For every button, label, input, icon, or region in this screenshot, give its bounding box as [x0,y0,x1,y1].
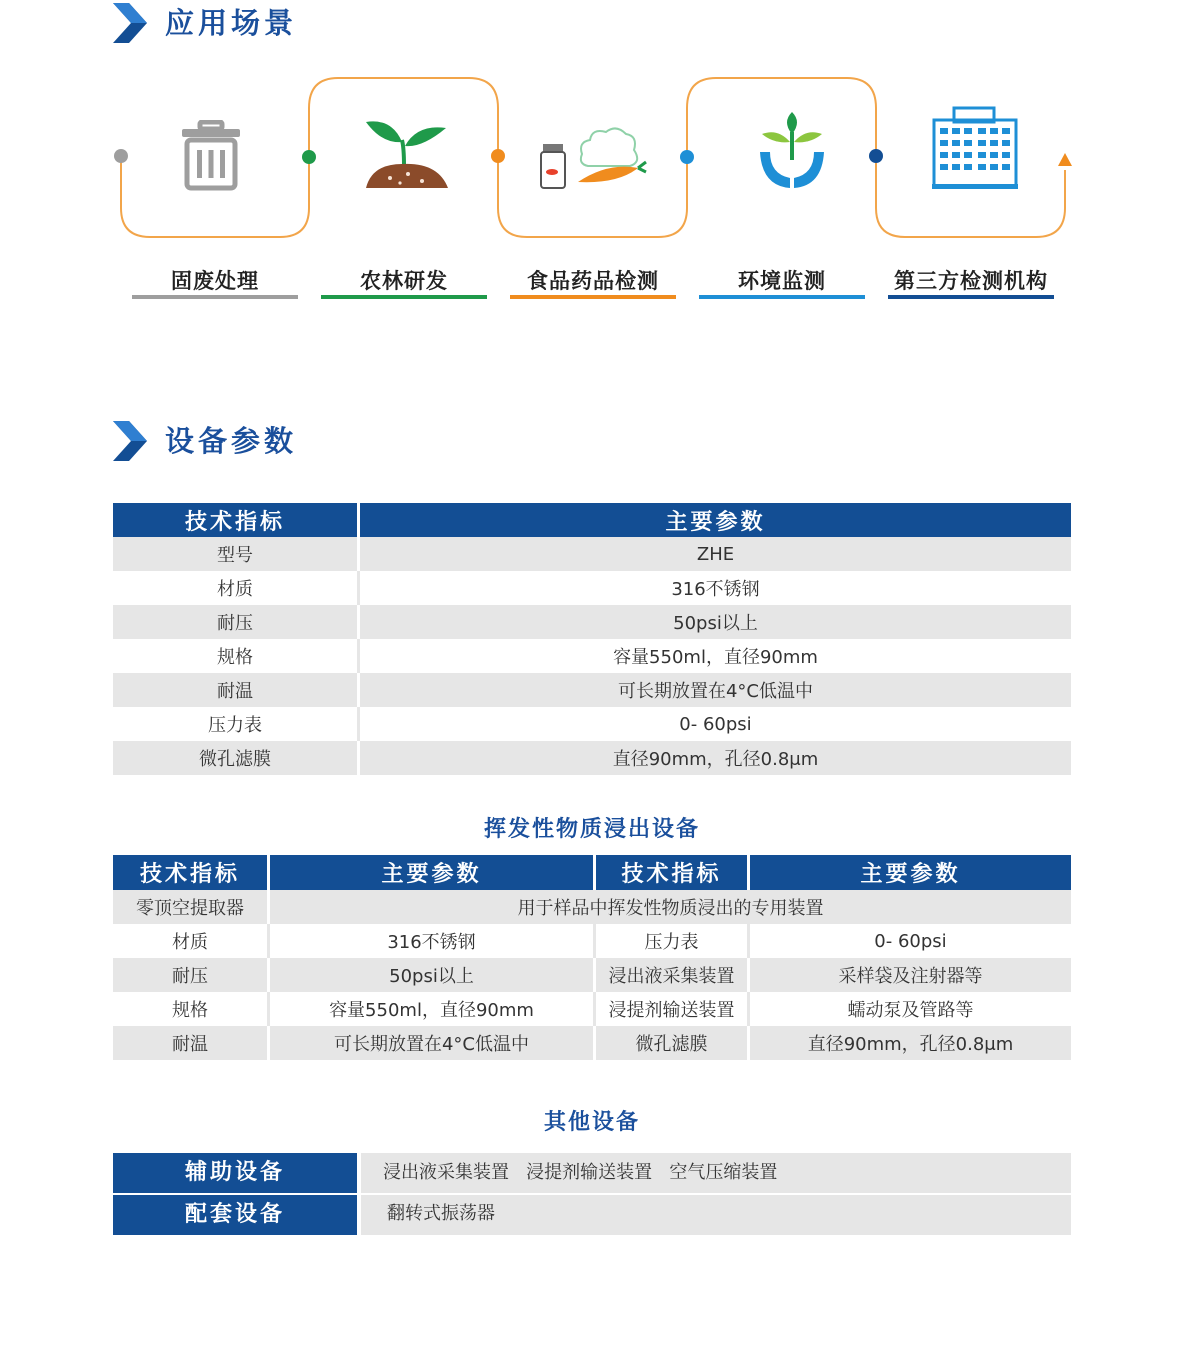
cell-value: 50psi以上 [267,958,593,992]
trash-bin-icon [180,120,242,192]
chevron-right-icon [113,3,147,43]
cell-value: 直径90mm，孔径0.8μm [747,1026,1071,1060]
cell-value: 蠕动泵及管路等 [747,992,1071,1026]
flow-dot-blue [680,150,694,164]
table-header-param: 主要参数 [267,855,593,890]
cell-key: 耐温 [113,1026,267,1060]
flow-dot-navy [869,149,883,163]
volatile-params-table [113,855,1071,1060]
table-header-indicator: 技术指标 [113,503,357,537]
scenario-label-solid-waste: 固废处理 [171,269,259,293]
cell-key: 规格 [113,639,357,673]
cell-value: 0- 60psi [747,924,1071,958]
plant-soil-icon [362,118,452,190]
cell-key: 微孔滤膜 [113,741,357,775]
cell-value: 采样袋及注射器等 [747,958,1071,992]
scenario-underline [699,295,865,299]
scenario-underline [321,295,487,299]
cell-value: 0- 60psi [357,707,1071,741]
cell-key: 零顶空提取器 [113,890,267,924]
cell-value: 用于样品中挥发性物质浸出的专用装置 [267,890,1071,924]
table-row [113,707,1071,741]
cell-value: 容量550ml，直径90mm [357,639,1071,673]
scenario-label-food-drug: 食品药品检测 [527,269,659,293]
table-header-param: 主要参数 [357,503,1071,537]
cell-key: 材质 [113,924,267,958]
cell-key: 压力表 [113,707,357,741]
table-row [113,1026,1071,1060]
scenario-label-agriculture: 农林研发 [360,269,448,293]
other-value-auxiliary: 浸出液采集装置 浸提剂输送装置 空气压缩装置 [361,1153,1071,1193]
cell-key: 耐温 [113,673,357,707]
table2-title: 挥发性物质浸出设备 [483,817,700,842]
section-title: 设备参数 [165,424,298,458]
other-label-auxiliary: 辅助设备 [113,1153,357,1193]
flow-dot-orange [491,149,505,163]
table-row [113,958,1071,992]
cell-key: 材质 [113,571,357,605]
section-title: 应用场景 [165,6,298,40]
other-label-supporting: 配套设备 [113,1195,357,1235]
cell-value: 可长期放置在4°C低温中 [357,673,1071,707]
cell-key: 浸出液采集装置 [593,958,747,992]
cell-key: 耐压 [113,605,357,639]
params-table [113,503,1071,775]
cell-value: 可长期放置在4°C低温中 [267,1026,593,1060]
scenario-label-environment: 环境监测 [738,269,826,293]
scenario-label-third-party: 第三方检测机构 [894,269,1048,293]
table-header-indicator: 技术指标 [113,855,267,890]
table-row [113,537,1071,571]
medicine-carrot-icon [538,122,648,192]
cell-value: 316不锈钢 [267,924,593,958]
table-header-param: 主要参数 [747,855,1071,890]
cell-value: 50psi以上 [357,605,1071,639]
table-row [113,571,1071,605]
table-row [113,924,1071,958]
scenario-underline [510,295,676,299]
flow-dot-green [302,150,316,164]
cell-value: 直径90mm，孔径0.8μm [357,741,1071,775]
hands-sprout-icon [756,112,828,192]
table-row [113,890,1071,924]
cell-value: 316不锈钢 [357,571,1071,605]
other-title: 其他设备 [543,1110,640,1135]
cell-key: 压力表 [593,924,747,958]
cell-value: 容量550ml，直径90mm [267,992,593,1026]
chevron-right-icon [113,421,147,461]
arrow-up-icon [1058,153,1072,166]
table-row [113,673,1071,707]
scenario-underline [888,295,1054,299]
table-header-indicator: 技术指标 [593,855,747,890]
table-row [113,741,1071,775]
scenario-underline [132,295,298,299]
flow-dot-grey [114,149,128,163]
cell-key: 耐压 [113,958,267,992]
other-value-supporting: 翻转式振荡器 [361,1195,1071,1235]
cell-value: ZHE [357,537,1071,571]
cell-key: 规格 [113,992,267,1026]
table-row [113,992,1071,1026]
table-row [113,639,1071,673]
cell-key: 微孔滤膜 [593,1026,747,1060]
cell-key: 型号 [113,537,357,571]
building-icon [932,106,1018,190]
table-row [113,605,1071,639]
cell-key: 浸提剂输送装置 [593,992,747,1026]
